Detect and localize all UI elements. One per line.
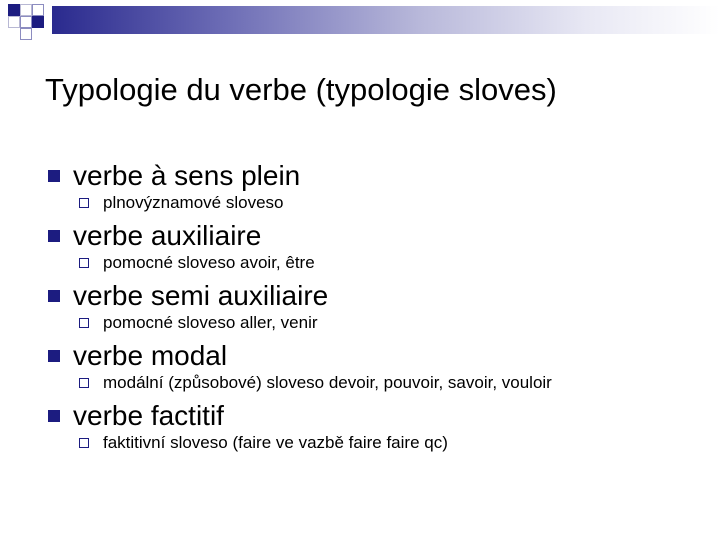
header-square-icon [8, 16, 20, 28]
sub-list-item [0, 192, 720, 216]
filled-square-bullet-icon [48, 230, 60, 242]
hollow-square-bullet-icon [79, 198, 89, 208]
header-gradient-bar [52, 6, 720, 34]
hollow-square-bullet-icon [79, 258, 89, 268]
list-item [0, 396, 720, 436]
sub-list-item-label: modální (způsobové) sloveso devoir, pouvoir, savoir, vouloir [103, 373, 552, 392]
list-item [0, 276, 720, 316]
sub-list-item [0, 312, 720, 336]
sub-list-item [0, 372, 720, 396]
sub-list-item-label: faktitivní sloveso (faire ve vazbě faire faire qc) [103, 433, 448, 452]
sub-list-item-label: pomocné sloveso avoir, être [103, 253, 315, 272]
sub-list-item [0, 252, 720, 276]
header-square-icon [20, 28, 32, 40]
header-square-icon [32, 16, 44, 28]
list-item-label: verbe factitif [73, 400, 224, 431]
sub-list-item-label: pomocné sloveso aller, venir [103, 313, 318, 332]
list-item-label: verbe à sens plein [73, 160, 301, 191]
hollow-square-bullet-icon [79, 318, 89, 328]
list-item-label: verbe semi auxiliaire [73, 280, 329, 311]
header-square-icon [32, 4, 44, 16]
header-square-icon [20, 4, 32, 16]
filled-square-bullet-icon [48, 170, 60, 182]
filled-square-bullet-icon [48, 290, 60, 302]
header-square-icon [8, 4, 20, 16]
hollow-square-bullet-icon [79, 438, 89, 448]
list-item [0, 156, 720, 196]
sub-list-item-label: plnovýznamové sloveso [103, 193, 284, 212]
list-item-label: verbe auxiliaire [73, 220, 262, 251]
list-item-label: verbe modal [73, 340, 228, 371]
filled-square-bullet-icon [48, 410, 60, 422]
list-item [0, 216, 720, 256]
page-title: Typologie du verbe (typologie sloves) [45, 72, 557, 107]
hollow-square-bullet-icon [79, 378, 89, 388]
header-decoration [0, 0, 720, 44]
header-square-icon [20, 16, 32, 28]
filled-square-bullet-icon [48, 350, 60, 362]
sub-list-item [0, 432, 720, 456]
list-item [0, 336, 720, 376]
